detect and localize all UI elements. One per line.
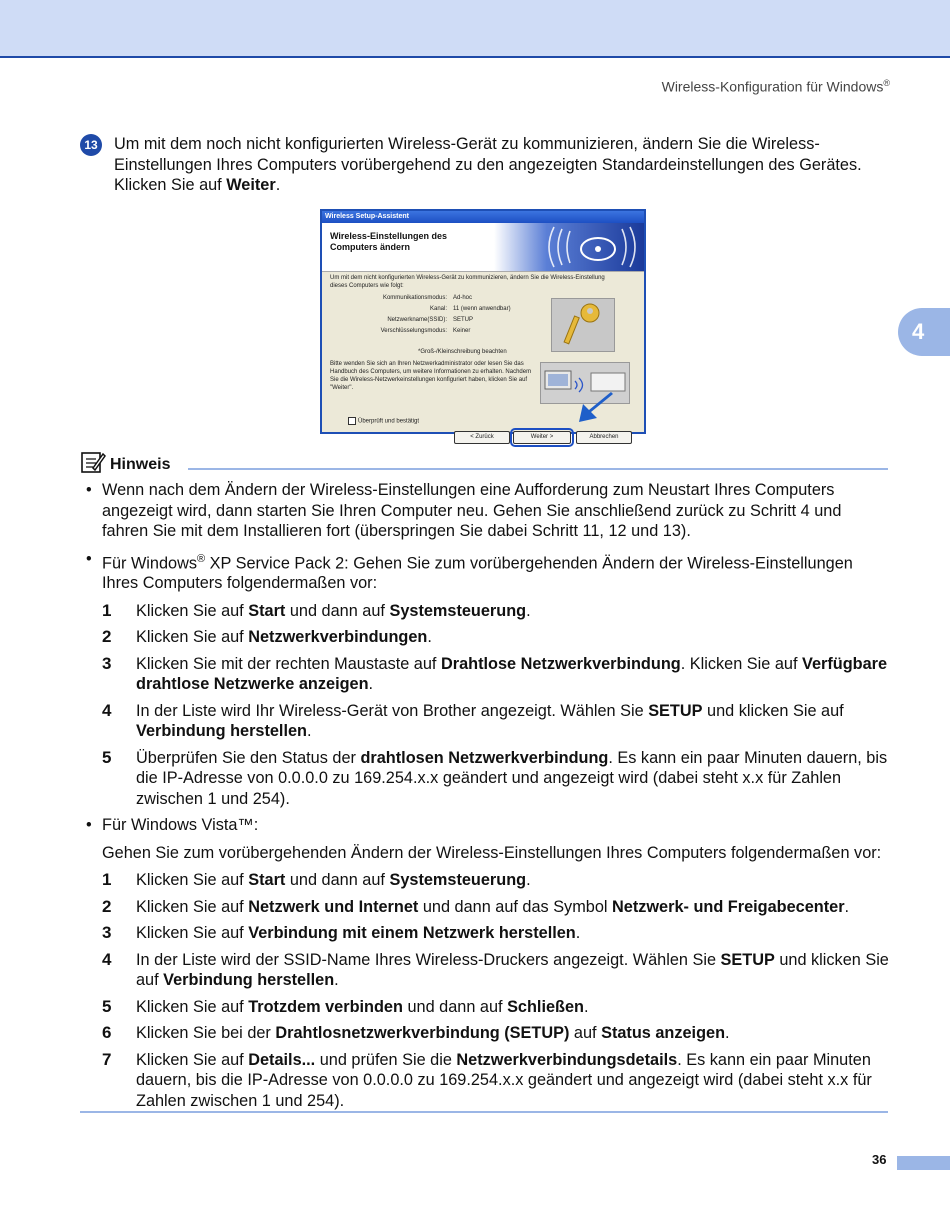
setting-label: Verschlüsselungsmodus: xyxy=(380,328,447,334)
xp-step: 2 Klicken Sie auf Netzwerkverbindungen. xyxy=(102,627,432,647)
vista-step: 4 In der Liste wird der SSID-Name Ihres Wireless-Druckers angezeigt. Wählen Sie SETUP und klicken Sie auf Verbindung herstellen. xyxy=(102,949,889,990)
setting-label: Netzwerkname(SSID): xyxy=(387,317,447,323)
running-header: Wireless-Konfiguration für Windows® xyxy=(661,78,890,95)
top-band xyxy=(0,0,950,58)
xp-step: 1 Klicken Sie auf Start und dann auf Systemsteuerung. xyxy=(102,600,531,620)
arrow-icon xyxy=(577,390,617,424)
case-sensitivity-note: *Groß-/Kleinschreibung beachten xyxy=(418,349,507,355)
setting-label: Kanal: xyxy=(429,306,447,312)
vista-step: 5 Klicken Sie auf Trotzdem verbinden und dann auf Schließen. xyxy=(102,996,589,1016)
setting-value: SETUP xyxy=(453,317,474,323)
vista-step: 2 Klicken Sie auf Netzwerk und Internet und dann auf das Symbol Netzwerk- und Freigabecenter. xyxy=(102,896,850,916)
step-13 xyxy=(80,134,890,196)
checkbox-icon[interactable] xyxy=(348,417,356,425)
dialog-intro: Um mit dem nicht konfigurierten Wireless-Gerät zu kommunizieren, ändern Sie die Wireless-Einstellung dieses Computers wie folgt: xyxy=(330,275,605,289)
next-button[interactable]: Weiter > xyxy=(513,431,571,444)
bottom-divider xyxy=(80,1111,888,1113)
note-bullet: • Für Windows® XP Service Pack 2: Gehen Sie zum vorübergehenden Ändern der Wireless-Einstellungen Ihres Computers folgendermaßen vor: xyxy=(86,549,853,593)
note-bullet: • Wenn nach dem Ändern der Wireless-Einstellungen eine Aufforderung zum Neustart Ihres Computers angezeigt wird, dann starten Sie Ihren Computer neu. Gehen Sie anschließend zurück zu Schritt 4 und fahren Sie mit dem Installieren fort (überspringen Sie dabei Schritt 11, 12 und 13). xyxy=(86,481,842,540)
back-button[interactable]: < Zurück xyxy=(454,431,510,444)
note-label: Hinweis xyxy=(110,456,171,473)
xp-step: 5 Überprüfen Sie den Status der drahtlosen Netzwerkverbindung. Es kann ein paar Minuten dauern, bis die IP-Adresse von 0.0.0.0 zu 169.254.x.x geändert und angezeigt wird (dabei steht x.x für Zahlen zwischen 1 und 254). xyxy=(102,747,888,808)
setting-label: Kommunikationsmodus: xyxy=(382,295,447,301)
wireless-banner-icon xyxy=(494,223,644,271)
note-divider xyxy=(188,468,888,470)
vista-intro: Gehen Sie zum vorübergehenden Ändern der Wireless-Einstellungen Ihres Computers folgendermaßen vor: xyxy=(102,843,882,862)
chapter-tab: 4 xyxy=(898,308,950,356)
dialog-header xyxy=(322,223,644,272)
confirm-checkbox[interactable] xyxy=(348,417,419,426)
vista-step: 6 Klicken Sie bei der Drahtlosnetzwerkverbindung (SETUP) auf Status anzeigen. xyxy=(102,1023,730,1043)
setting-value: Ad-hoc xyxy=(453,295,473,301)
vista-step: 3 Klicken Sie auf Verbindung mit einem Netzwerk herstellen. xyxy=(102,923,581,943)
page-number: 36 xyxy=(872,1152,887,1167)
dialog-paragraph: Bitte wenden Sie sich an Ihren Netzwerkadministrator oder lesen Sie das Handbuch des Computers, um weitere Informationen zu erhalten. Nachdem Sie die Wireless-Netzwerkeinstellungen konfiguriert haben, klicken Sie auf "Weiter". xyxy=(330,361,532,391)
dialog-titlebar: Wireless Setup-Assistent xyxy=(322,211,644,223)
checkbox-label: Überprüft und bestätigt xyxy=(358,418,420,425)
step-13-text: Um mit dem noch nicht konfigurierten Wireless-Gerät zu kommunizieren, ändern Sie die Wireless-Einstellungen Ihres Computers vorübergehend zu den angezeigten Standardeinstellungen des Gerätes. Klicken Sie auf Weiter. xyxy=(114,135,862,194)
xp-step: 3 Klicken Sie mit der rechten Maustaste auf Drahtlose Netzwerkverbindung. Klicken Sie auf Verfügbare drahtlose Netzwerke anzeigen. xyxy=(102,653,888,694)
step-number-badge: 13 xyxy=(80,134,102,156)
setting-value: Keiner xyxy=(453,328,471,334)
wireless-setup-dialog xyxy=(320,209,646,440)
vista-step: 1 Klicken Sie auf Start und dann auf Systemsteuerung. xyxy=(102,870,531,890)
cancel-button[interactable]: Abbrechen xyxy=(576,431,632,444)
xp-step: 4 In der Liste wird Ihr Wireless-Gerät von Brother angezeigt. Wählen Sie SETUP und klicken Sie auf Verbindung herstellen. xyxy=(102,700,844,741)
note-bullet: • Für Windows Vista™: xyxy=(86,816,259,835)
note-pencil-icon xyxy=(80,450,106,474)
setting-value: 11 (wenn anwendbar) xyxy=(453,306,511,312)
dialog-heading: Wireless-Einstellungen des Computers ändern xyxy=(330,231,447,252)
key-icon xyxy=(551,298,615,352)
page-number-bar xyxy=(897,1156,950,1170)
note-content xyxy=(80,480,890,1117)
vista-step: 7 Klicken Sie auf Details... und prüfen Sie die Netzwerkverbindungsdetails. Es kann ein paar Minuten dauern, bis die IP-Adresse von 0.0.0.0 zu 169.254.x.x geändert und angezeigt wird (dabei steht x.x für Zahlen zwischen 1 und 254). xyxy=(102,1049,872,1110)
